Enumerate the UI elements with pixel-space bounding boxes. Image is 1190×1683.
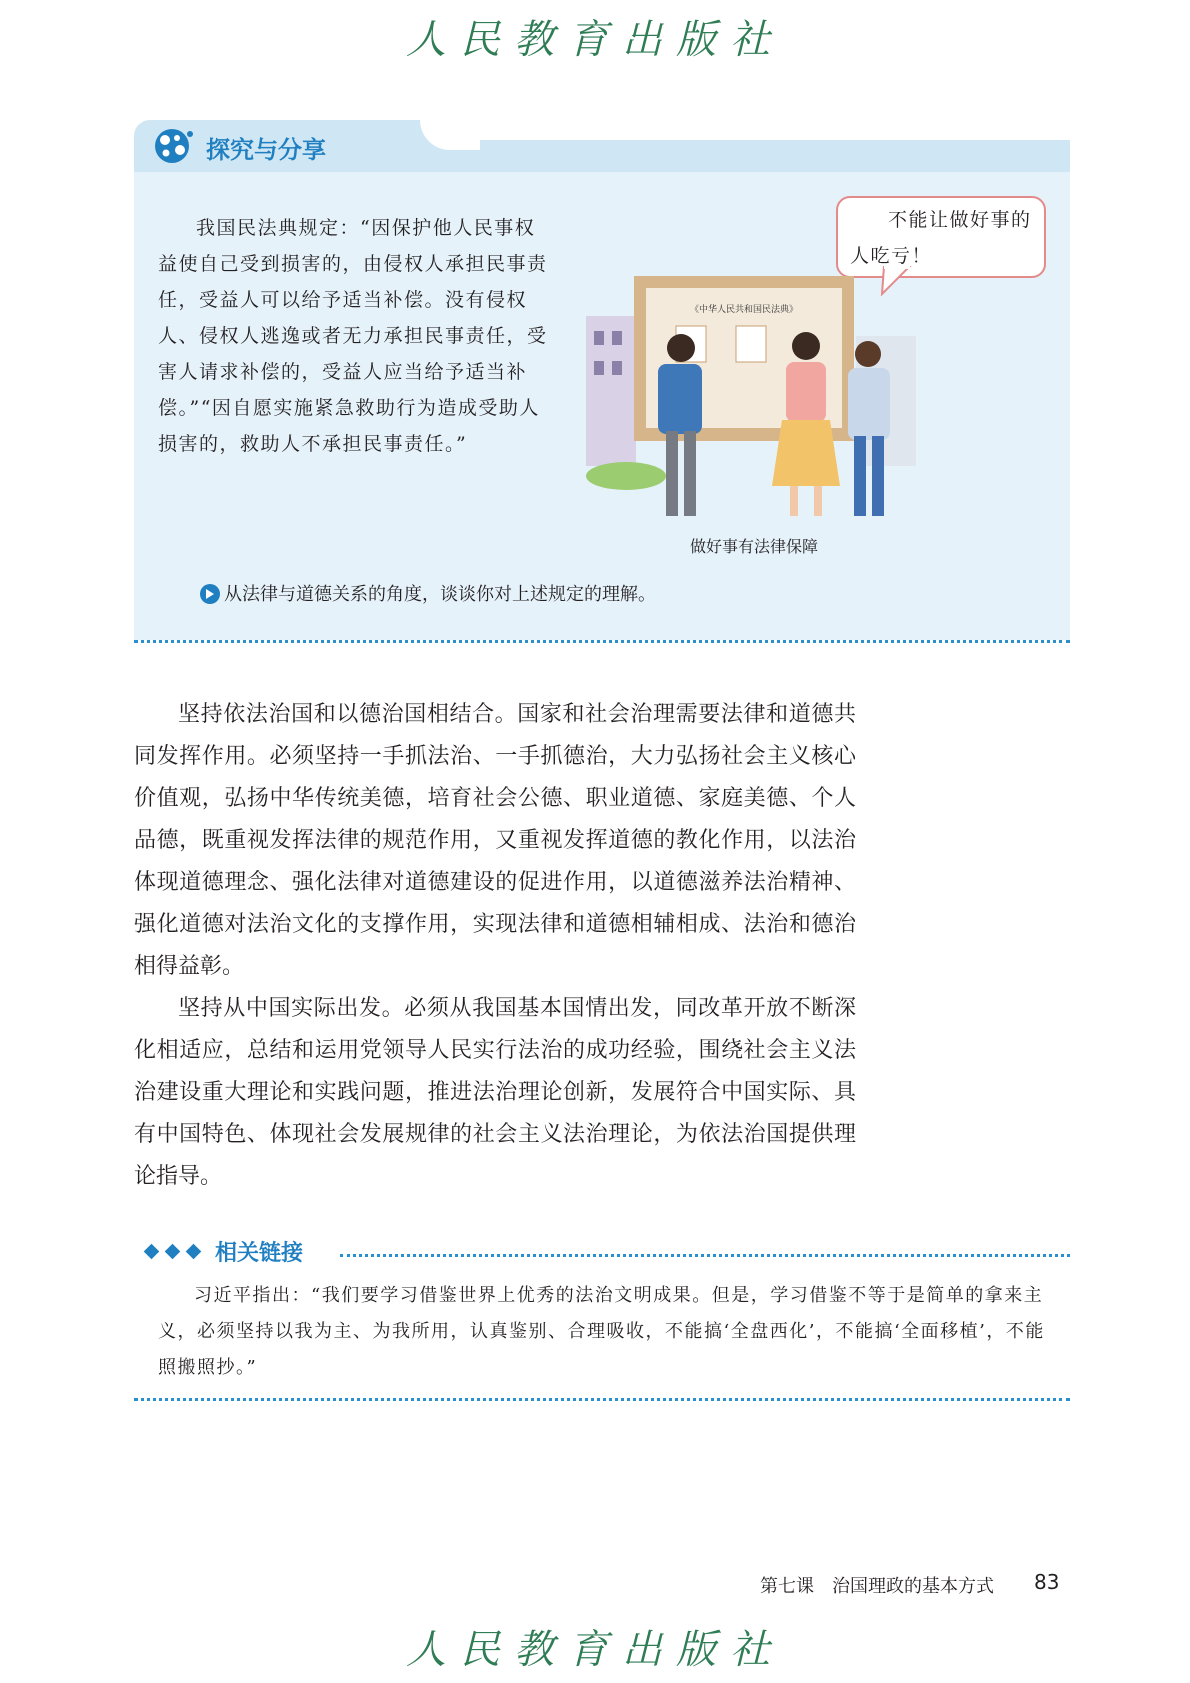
explore-title: 探究与分享: [206, 136, 326, 164]
diamond-icon: [165, 1244, 181, 1260]
links-header: [146, 1236, 303, 1267]
illustration-caption: 做好事有法律保障: [689, 537, 818, 556]
main-body: [134, 694, 856, 1198]
arrow-circle-icon: [200, 584, 220, 604]
links-header-divider: [340, 1254, 1070, 1257]
explore-question: 从法律与道德关系的角度，谈谈你对上述规定的理解。: [224, 584, 656, 605]
links-text: 习近平指出：“我们要学习借鉴世界上优秀的法治文明成果。但是，学习借鉴不等于是简单的拿来主义，必须坚持以我为主、为我所用，认真鉴别、合理吸收，不能搞‘全盘西化’，不能搞‘全面移植’，不能照搬照抄。”: [158, 1285, 1045, 1378]
footer-lesson-title: 第七课 治国理政的基本方式: [760, 1576, 994, 1597]
paragraph-1: 坚持依法治国和以德治国相结合。国家和社会治理需要法律和道德共同发挥作用。必须坚持一手抓法治、一手抓德治，大力弘扬社会主义核心价值观，弘扬中华传统美德，培育社会公德、职业道德、家庭美德、个人品德，既重视发挥法律的规范作用，又重视发挥道德的教化作用，以法治体现道德理念、强化法律对道德建设的促进作用，以道德滋养法治精神、强化道德对法治文化的支撑作用，实现法律和道德相辅相成、法治和德治相得益彰。: [134, 702, 856, 979]
explore-bottom-divider: [134, 640, 1070, 643]
publisher-footer: 人民教育出版社: [406, 1627, 784, 1673]
paragraph-2: 坚持从中国实际出发。必须从我国基本国情出发，同改革开放不断深化相适应，总结和运用党领导人民实行法治的成功经验，围绕社会主义法治建设重大理论和实践问题，推进法治理论创新，发展符合中国实际、具有中国特色、体现社会发展规律的社会主义法治理论，为依法治国提供理论指导。: [134, 996, 856, 1189]
explore-quote: 我国民法典规定：“因保护他人民事权益使自己受到损害的，由侵权人承担民事责任，受益人可以给予适当补偿。没有侵权人、侵权人逃逸或者无力承担民事责任，受害人请求补偿的，受益人应当给予适当补偿。”“因自愿实施紧急救助行为造成受助人损害的，救助人不承担民事责任。”: [158, 217, 548, 455]
links-title: 相关链接: [215, 1241, 304, 1266]
diamond-icon: [186, 1244, 202, 1260]
page-number: 83: [1034, 1570, 1060, 1594]
publisher-header: 人民教育出版社: [406, 17, 784, 63]
board-title: 《中华人民共和国民法典》: [689, 305, 799, 315]
links-bottom-divider: [134, 1398, 1070, 1401]
speech-text: 不能让做好事的人吃亏！: [850, 209, 1032, 267]
diamond-icon: [144, 1244, 160, 1260]
explore-icon: [150, 126, 196, 166]
illustration-people-notice-board: [586, 276, 922, 526]
